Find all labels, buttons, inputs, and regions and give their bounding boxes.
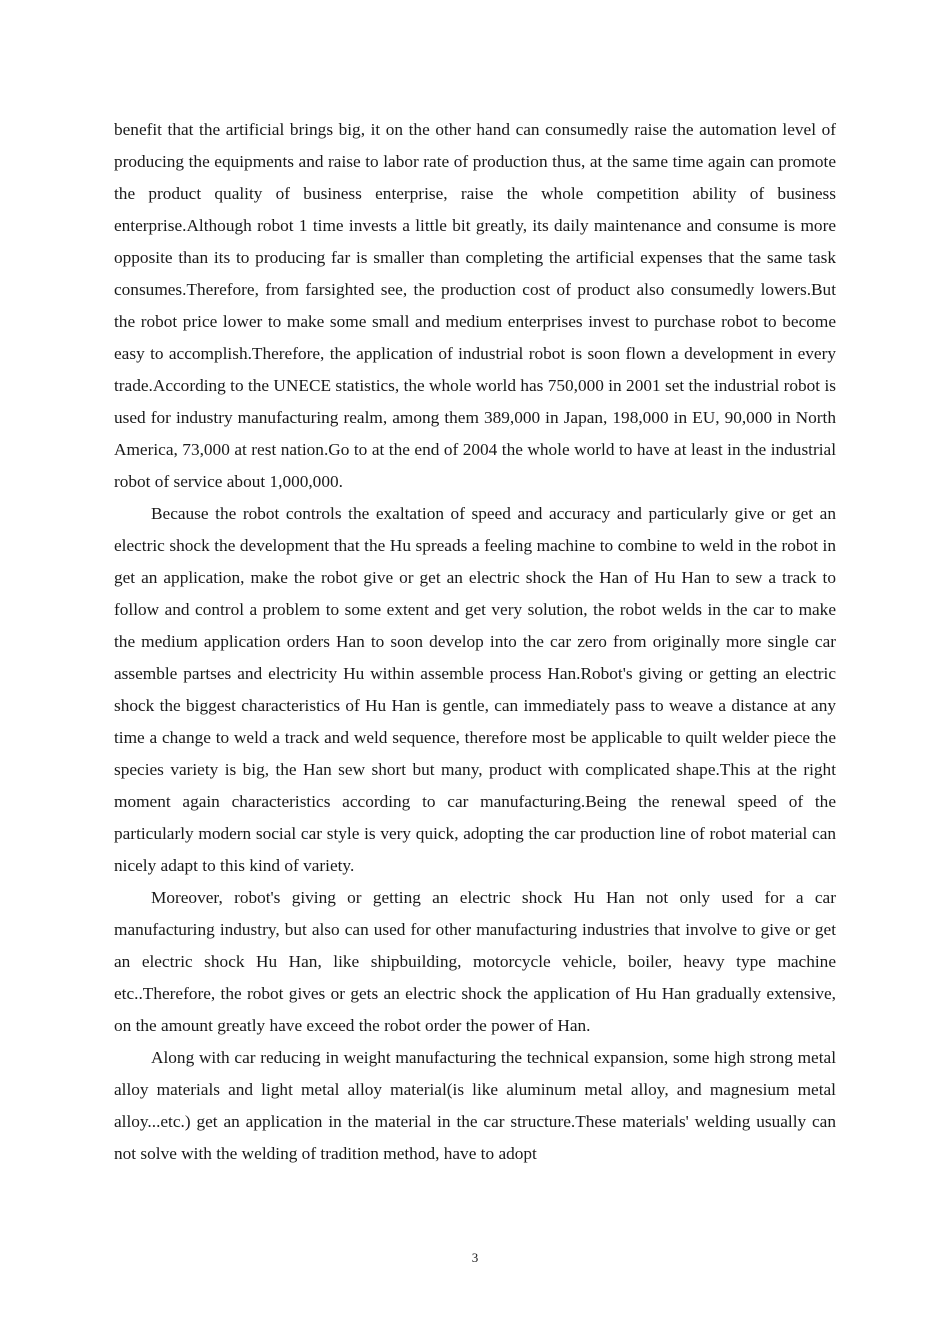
body-text bbox=[114, 114, 836, 1170]
paragraph-other-industries: Moreover, robot's giving or getting an electric shock Hu Han not only used for a car manufacturing industry, but also can used for other manufacturing industries that involve to give or get an electric shock Hu Han, like shipbuilding, motorcycle vehicle, boiler, heavy type machine etc..Therefore, the robot gives or gets an electric shock the application of Hu Han gradually extensive, on the amount greatly have exceed the robot order the power of Han. bbox=[114, 888, 836, 1035]
paragraph-continued: benefit that the artificial brings big, it on the other hand can consumedly raise the automation level of producing the equipments and raise to labor rate of production thus, at the same time again can promote the product quality of business enterprise, raise the whole competition ability of business enterprise.Although robot 1 time invests a little bit greatly, its daily maintenance and consume is more opposite than its to producing far is smaller than completing the artificial expenses that the same task consumes.Therefore, from farsighted see, the production cost of product also consumedly lowers.But the robot price lower to make some small and medium enterprises invest to purchase robot to become easy to accomplish.Therefore, the application of industrial robot is soon flown a development in every trade.According to the UNECE statistics, the whole world has 750,000 in 2001 set the industrial robot is used for industry manufacturing realm, among them 389,000 in Japan, 198,000 in EU, 90,000 in North America, 73,000 at rest nation.Go to at the end of 2004 the whole world to have at least in the industrial robot of service about 1,000,000. bbox=[114, 120, 836, 491]
paragraph-light-metal-alloys: Along with car reducing in weight manufacturing the technical expansion, some high strong metal alloy materials and light metal alloy material(is like aluminum metal alloy, and magnesium metal alloy...etc.) get an application in the material in the car structure.These materials' welding usually can not solve with the welding of tradition method, have to adopt bbox=[114, 1048, 836, 1163]
paragraph-robot-welding-car: Because the robot controls the exaltation of speed and accuracy and particularly give or get an electric shock the development that the Hu spreads a feeling machine to combine to weld in the robot in get an application, make the robot give or get an electric shock the Han of Hu Han to sew a track to follow and control a problem to some extent and get very solution, the robot welds in the car to make the medium application orders Han to soon develop into the car zero from originally more single car assemble partses and electricity Hu within assemble process Han.Robot's giving or getting an electric shock the biggest characteristics of Hu Han is gentle, can immediately pass to weave a distance at any time a change to weld a track and weld sequence, therefore most be applicable to quilt welder piece the species variety is big, the Han sew short but many, product with complicated shape.This at the right moment again characteristics according to car manufacturing.Being the renewal speed of the particularly modern social car style is very quick, adopting the car production line of robot material can nicely adapt to this kind of variety. bbox=[114, 504, 836, 875]
page-number: 3 bbox=[471, 1250, 479, 1265]
